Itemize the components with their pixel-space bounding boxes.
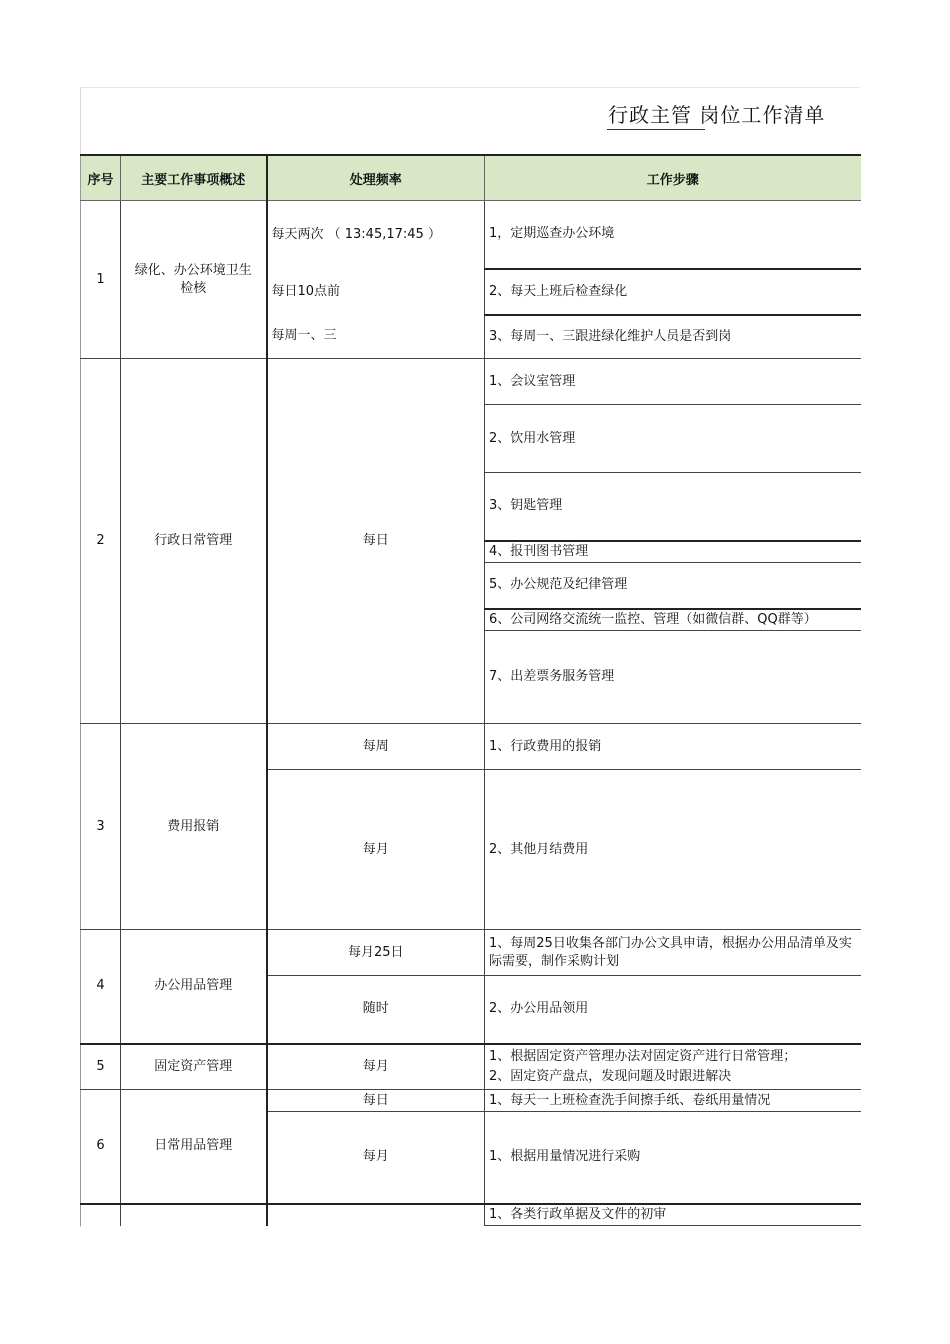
row-step: 2、办公用品领用 — [485, 976, 861, 1044]
page-title — [608, 99, 825, 128]
row-step: 1、各类行政单据及文件的初审 — [485, 1204, 861, 1226]
title-position: 行政主管 — [608, 103, 692, 127]
row-no: 4 — [81, 930, 121, 1044]
title-underline — [607, 129, 705, 130]
row-summary — [121, 1204, 267, 1226]
row-frequency: 每周 — [267, 724, 485, 770]
header-summary: 主要工作事项概述 — [121, 155, 267, 201]
step-line: 1、根据固定资产管理办法对固定资产进行日常管理； — [489, 1048, 797, 1064]
row-step: 7、出差票务服务管理 — [485, 631, 861, 724]
row-summary: 日常用品管理 — [121, 1090, 267, 1204]
header-no: 序号 — [81, 155, 121, 201]
row-no: 3 — [81, 724, 121, 930]
row-frequency: 每月25日 — [267, 930, 485, 976]
table-row — [81, 1090, 861, 1112]
row-step: 1、每天一上班检查洗手间擦手纸、卷纸用量情况 — [485, 1090, 861, 1112]
row-frequency: 每周一、三 — [267, 315, 485, 359]
row-summary: 绿化、办公环境卫生检核 — [121, 201, 267, 359]
header-steps: 工作步骤 — [485, 155, 861, 201]
row-summary: 费用报销 — [121, 724, 267, 930]
row-no: 5 — [81, 1044, 121, 1090]
title-list: 岗位工作清单 — [699, 103, 826, 127]
row-no: 6 — [81, 1090, 121, 1204]
row-frequency: 每日 — [267, 359, 485, 724]
row-summary: 办公用品管理 — [121, 930, 267, 1044]
row-step: 3、钥匙管理 — [485, 473, 861, 541]
table-row — [81, 724, 861, 770]
row-step: 1，定期巡查办公环境 — [485, 201, 861, 269]
row-no: 1 — [81, 201, 121, 359]
row-step: 5、办公规范及纪律管理 — [485, 563, 861, 609]
work-list-table — [80, 154, 861, 1226]
row-step — [485, 1044, 861, 1090]
table-row — [81, 1204, 861, 1226]
table-row — [81, 359, 861, 405]
row-no: 2 — [81, 359, 121, 724]
step-line: 2、固定资产盘点，发现问题及时跟进解决 — [489, 1068, 732, 1084]
row-step: 2、其他月结费用 — [485, 770, 861, 930]
row-step: 3、每周一、三跟进绿化维护人员是否到岗 — [485, 315, 861, 359]
row-frequency: 每月 — [267, 770, 485, 930]
row-summary: 固定资产管理 — [121, 1044, 267, 1090]
table-row — [81, 201, 861, 269]
row-step: 1、每周25日收集各部门办公文具申请，根据办公用品清单及实际需要，制作采购计划 — [485, 930, 861, 976]
row-step: 2、饮用水管理 — [485, 405, 861, 473]
row-step: 1、会议室管理 — [485, 359, 861, 405]
row-frequency: 随时 — [267, 976, 485, 1044]
row-step: 1、根据用量情况进行采购 — [485, 1112, 861, 1204]
row-frequency — [267, 1204, 485, 1226]
table-row — [81, 1044, 861, 1090]
row-no — [81, 1204, 121, 1226]
row-summary: 行政日常管理 — [121, 359, 267, 724]
table-row — [81, 930, 861, 976]
row-step: 2、每天上班后检查绿化 — [485, 269, 861, 315]
header-row — [81, 155, 861, 201]
row-frequency: 每月 — [267, 1044, 485, 1090]
row-step: 6、公司网络交流统一监控、管理（如微信群、QQ群等） — [485, 609, 861, 631]
row-step: 1、行政费用的报销 — [485, 724, 861, 770]
row-frequency: 每日10点前 — [267, 269, 485, 315]
row-frequency: 每天两次 （ 13:45,17:45 ） — [267, 201, 485, 269]
row-step: 4、报刊图书管理 — [485, 541, 861, 563]
header-frequency: 处理频率 — [267, 155, 485, 201]
row-frequency: 每月 — [267, 1112, 485, 1204]
row-frequency: 每日 — [267, 1090, 485, 1112]
